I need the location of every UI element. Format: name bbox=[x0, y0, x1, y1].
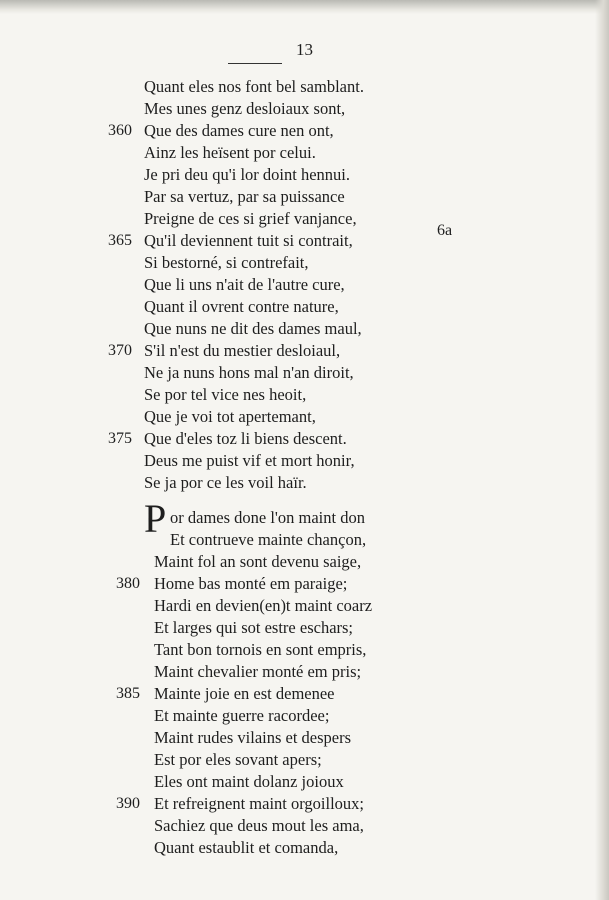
verse-number: 390 bbox=[116, 795, 140, 812]
verse-line: Que des dames cure nen ont, bbox=[144, 121, 334, 140]
verse-number: 365 bbox=[108, 232, 132, 249]
verse-line: Si bestorné, si contrefait, bbox=[144, 253, 309, 272]
verse-line: Tant bon tornois en sont empris, bbox=[154, 640, 367, 659]
verse-line: Ne ja nuns hons mal n'an diroit, bbox=[144, 363, 354, 382]
verse-line: Est por eles sovant apers; bbox=[154, 750, 322, 769]
verse-line: Qu'il deviennent tuit si contrait, bbox=[144, 231, 353, 250]
verse-line: Et mainte guerre racordee; bbox=[154, 706, 330, 725]
verse-line: S'il n'est du mestier desloiaul, bbox=[144, 341, 341, 360]
verse-line: Sachiez que deus mout les ama, bbox=[154, 816, 364, 835]
verse-line: Je pri deu qu'i lor doint hennui. bbox=[144, 165, 350, 184]
verse-line: Quant estaublit et comanda, bbox=[154, 838, 339, 857]
verse-line: Eles ont maint dolanz joioux bbox=[154, 772, 344, 791]
verse-number: 360 bbox=[108, 122, 132, 139]
verse-line: Quant il ovrent contre nature, bbox=[144, 297, 339, 316]
margin-folio-note: 6a bbox=[437, 222, 453, 239]
verse-line: Deus me puist vif et mort honir, bbox=[144, 451, 355, 470]
verse-line: or dames done l'on maint don bbox=[170, 508, 365, 527]
verse-line: Maint rudes vilains et despers bbox=[154, 728, 352, 747]
verse-line: Que nuns ne dit des dames maul, bbox=[144, 319, 362, 338]
page-right-shadow bbox=[595, 0, 609, 900]
verse-number: 375 bbox=[108, 430, 132, 447]
verse-line: Mainte joie en est demenee bbox=[154, 684, 335, 703]
verse-line: Que li uns n'ait de l'autre cure, bbox=[144, 275, 345, 294]
verse-line: Preigne de ces si grief vanjance, bbox=[144, 209, 357, 228]
drop-cap-letter: P bbox=[144, 496, 167, 541]
verse-line: Mes unes genz desloiaux sont, bbox=[144, 99, 346, 118]
header-rule bbox=[228, 63, 282, 64]
verse-number: 380 bbox=[116, 575, 140, 592]
verse-line: Maint fol an sont devenu saige, bbox=[154, 552, 362, 571]
verse-line: Que d'eles toz li biens descent. bbox=[144, 429, 347, 448]
verse-line: Et refreignent maint orgoilloux; bbox=[154, 794, 365, 813]
verse-number: 370 bbox=[108, 342, 132, 359]
verse-line: Et contrueve mainte chançon, bbox=[170, 530, 367, 549]
page-top-shadow bbox=[0, 0, 609, 14]
verse-line: Maint chevalier monté em pris; bbox=[154, 662, 362, 681]
verse-line: Que je voi tot apertemant, bbox=[144, 407, 316, 426]
verse-line: Se ja por ce les voil haïr. bbox=[144, 473, 307, 492]
verse-line: Hardi en devien(en)t maint coarz bbox=[154, 596, 373, 615]
verse-line: Home bas monté em paraige; bbox=[154, 574, 348, 593]
verse-line: Et larges qui sot estre eschars; bbox=[154, 618, 354, 637]
verse-line: Se por tel vice nes heoit, bbox=[144, 385, 307, 404]
verse-number: 385 bbox=[116, 685, 140, 702]
verse-line: Par sa vertuz, par sa puissance bbox=[144, 187, 345, 206]
verse-line: Quant eles nos font bel samblant. bbox=[144, 77, 364, 96]
page-number: 13 bbox=[296, 40, 313, 59]
verse-line: Ainz les heïsent por celui. bbox=[144, 143, 316, 162]
